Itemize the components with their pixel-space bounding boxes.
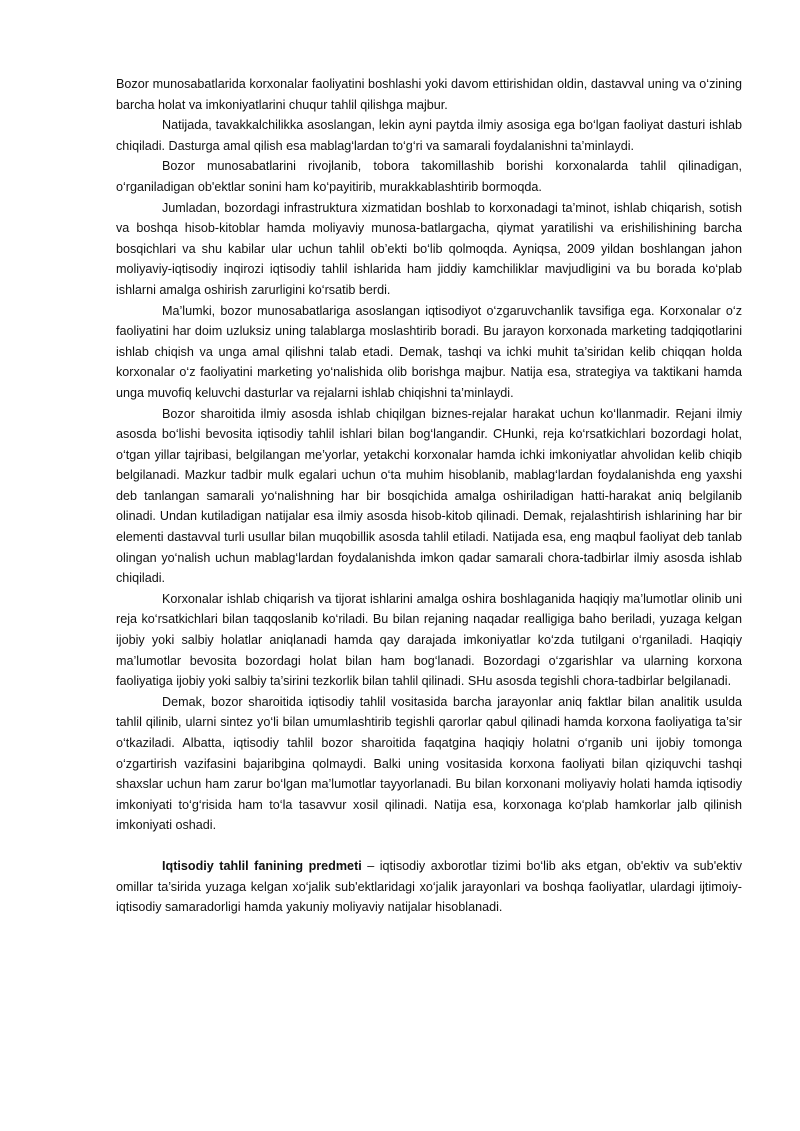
paragraph-intro: Bozor munosabatlarida korxonalar faoliyatini boshlashi yoki davom ettirishidan oldin, dastavval uning va o‘zining barcha holat va imkoniyatlarini chuqur tahlil qilishga majbur. <box>116 77 742 112</box>
definition-paragraph <box>116 856 742 918</box>
paragraph: Natijada, tavakkalchilikka asoslangan, lekin ayni paytda ilmiy asosiga ega bo‘lgan faoliyat dasturi ishlab chiqiladi. Dasturga amal qilish esa mablag‘lardan to‘g‘ri va samarali foydalanishni ta’minlaydi. <box>116 118 742 153</box>
paragraph: Jumladan, bozordagi infrastruktura xizmatidan boshlab to korxonadagi ta’minot, ishlab chiqarish, sotish va boshqa hisob-kitoblar hamda moliyaviy munosa-batlargacha, qiymat yaratilishi va erishilishining barcha bosqichlari va shu kabilar ular uchun tahlil ob’ekti bo‘lib qolmoqda. Ayniqsa, 2009 yildan boshlangan jahon moliyaviy-iqtisodiy inqirozi iqtisodiy tahlil ishlarida ham jiddiy kamchiliklar mavjudligini va bu borada ko‘plab ishlarni amalga oshirish zarurligini ko‘rsatib berdi. <box>116 200 742 297</box>
paragraph: Demak, bozor sharoitida iqtisodiy tahlil vositasida barcha jarayonlar aniq faktlar bilan analitik usulda tahlil qilinib, ularni sintez yo‘li bilan umumlashtirib tegishli qarorlar qabul qilinadi hamda korxona faoliyatiga ta’sir o‘tkaziladi. Albatta, iqtisodiy tahlil bozor sharoitida faqatgina haqiqiy holatni o‘rganib uni ijobiy tomonga o‘zgartirish vazifasini bajaribgina qolmaydi. Balki uning vositasida korxona faoliyati bilan qiziquvchi tashqi shaxslar uchun ham zarur bo‘lgan ma’lumotlar tayyorlanadi. Bu bilan korxonani moliyaviy holati hamda iqtisodiy imkoniyati to‘g‘risida ham to‘la tasavvur xosil qilinadi. Natija esa, korxonaga ko‘plab hamkorlar jalb qilinish imkoniyati oshadi. <box>116 694 742 833</box>
document-page <box>116 74 742 918</box>
paragraph: Bozor sharoitida ilmiy asosda ishlab chiqilgan biznes-rejalar harakat uchun ko‘llanmadir. Rejani ilmiy asosda bo‘lishi bevosita iqtisodiy tahlil ishlari bilan bog‘langandir. CHunki, reja ko‘rsatkichlari bozordagi holat, o‘tgan yillar tajribasi, belgilangan me’yorlar, yetakchi korxonalar hamda ichki imkoniyatlar ahvolidan kelib chiqib belgilanadi. Mazkur tadbir mulk egalari uchun o‘ta muhim hisoblanib, mablag‘lardan foydalanishda eng yaxshi deb tanlangan samarali yo‘nalishning har bir bosqichida amalga oshiriladigan hatti-harakat aniq belgilanib olinadi. Undan kutiladigan natijalar esa ilmiy asosda hisob-kitob qilinadi. Demak, rejalashtirish ishlarining har bir elementi dastavval turli usullar bilan muqobillik asosda tahlil etiladi. Natijada esa, eng maqbul faoliyat deb tanlab olingan yo‘nalish uchun mablag‘lardan foydalanishda imkon qadar samarali chora-tadbirlar ilmiy asosda ishlab chiqiladi. <box>116 406 742 586</box>
definition-term: Iqtisodiy tahlil fanining predmeti <box>162 858 362 873</box>
paragraph: Bozor munosabatlarini rivojlanib, tobora takomillashib borishi korxonalarda tahlil qilinadigan, o‘rganiladigan ob'ektlar sonini ham ko‘payitirib, murakkablashtirib bormoqda. <box>116 159 742 194</box>
paragraph: Korxonalar ishlab chiqarish va tijorat ishlarini amalga oshira boshlaganida haqiqiy ma’lumotlar olinib uni reja ko‘rsatkichlari bilan taqqoslanib ko‘riladi. Bu bilan rejaning naqadar realligiga baho beriladi, yuzaga kelgan ijobiy yoki salbiy holatlar aniqlanadi hamda qay darajada imkoniyatlar ko‘zda tutilgani o‘rganiladi. Haqiqiy ma’lumotlar bevosita bozordagi holat bilan ham bog‘lanadi. Bozordagi o‘zgarishlar va ularning korxona faoliyatiga ijobiy yoki salbiy ta’sirini tezkorlik bilan tahlil qilinadi. SHu asosda tegishli chora-tadbirlar belgilanadi. <box>116 591 742 689</box>
paragraph-spacer <box>116 836 742 856</box>
definition-text: – iqtisodiy axborotlar tizimi bo‘lib aks etgan, ob'ektiv va sub'ektiv omillar ta’sirida yuzaga kelgan xo‘jalik sub'ektlaridagi xo‘jalik jarayonlari va boshqa faoliyatlar, ulardagi ijtimoiy-iqtisodiy samaradorligi hamda yakuniy moliyaviy natijalar hisoblanadi. <box>116 858 742 915</box>
paragraph: Ma’lumki, bozor munosabatlariga asoslangan iqtisodiyot o‘zgaruvchanlik tavsifiga ega. Korxonalar o‘z faoliyatini har doim uzluksiz uning talablarga moslashtirib boradi. Bu jarayon korxonada marketing tadqiqotlarini ishlab chiqish va unga amal qilishni talab etadi. Demak, tashqi va ichki muhit ta’siridan kelib chiqqan holda korxonalar o‘z faoliyatini marketing yo‘nalishida olib borishga majbur. Natija esa, strategiya va taktikani hamda unga muvofiq keluvchi dasturlar va rejalarni ishlab chiqishni ta’minlaydi. <box>116 303 742 400</box>
